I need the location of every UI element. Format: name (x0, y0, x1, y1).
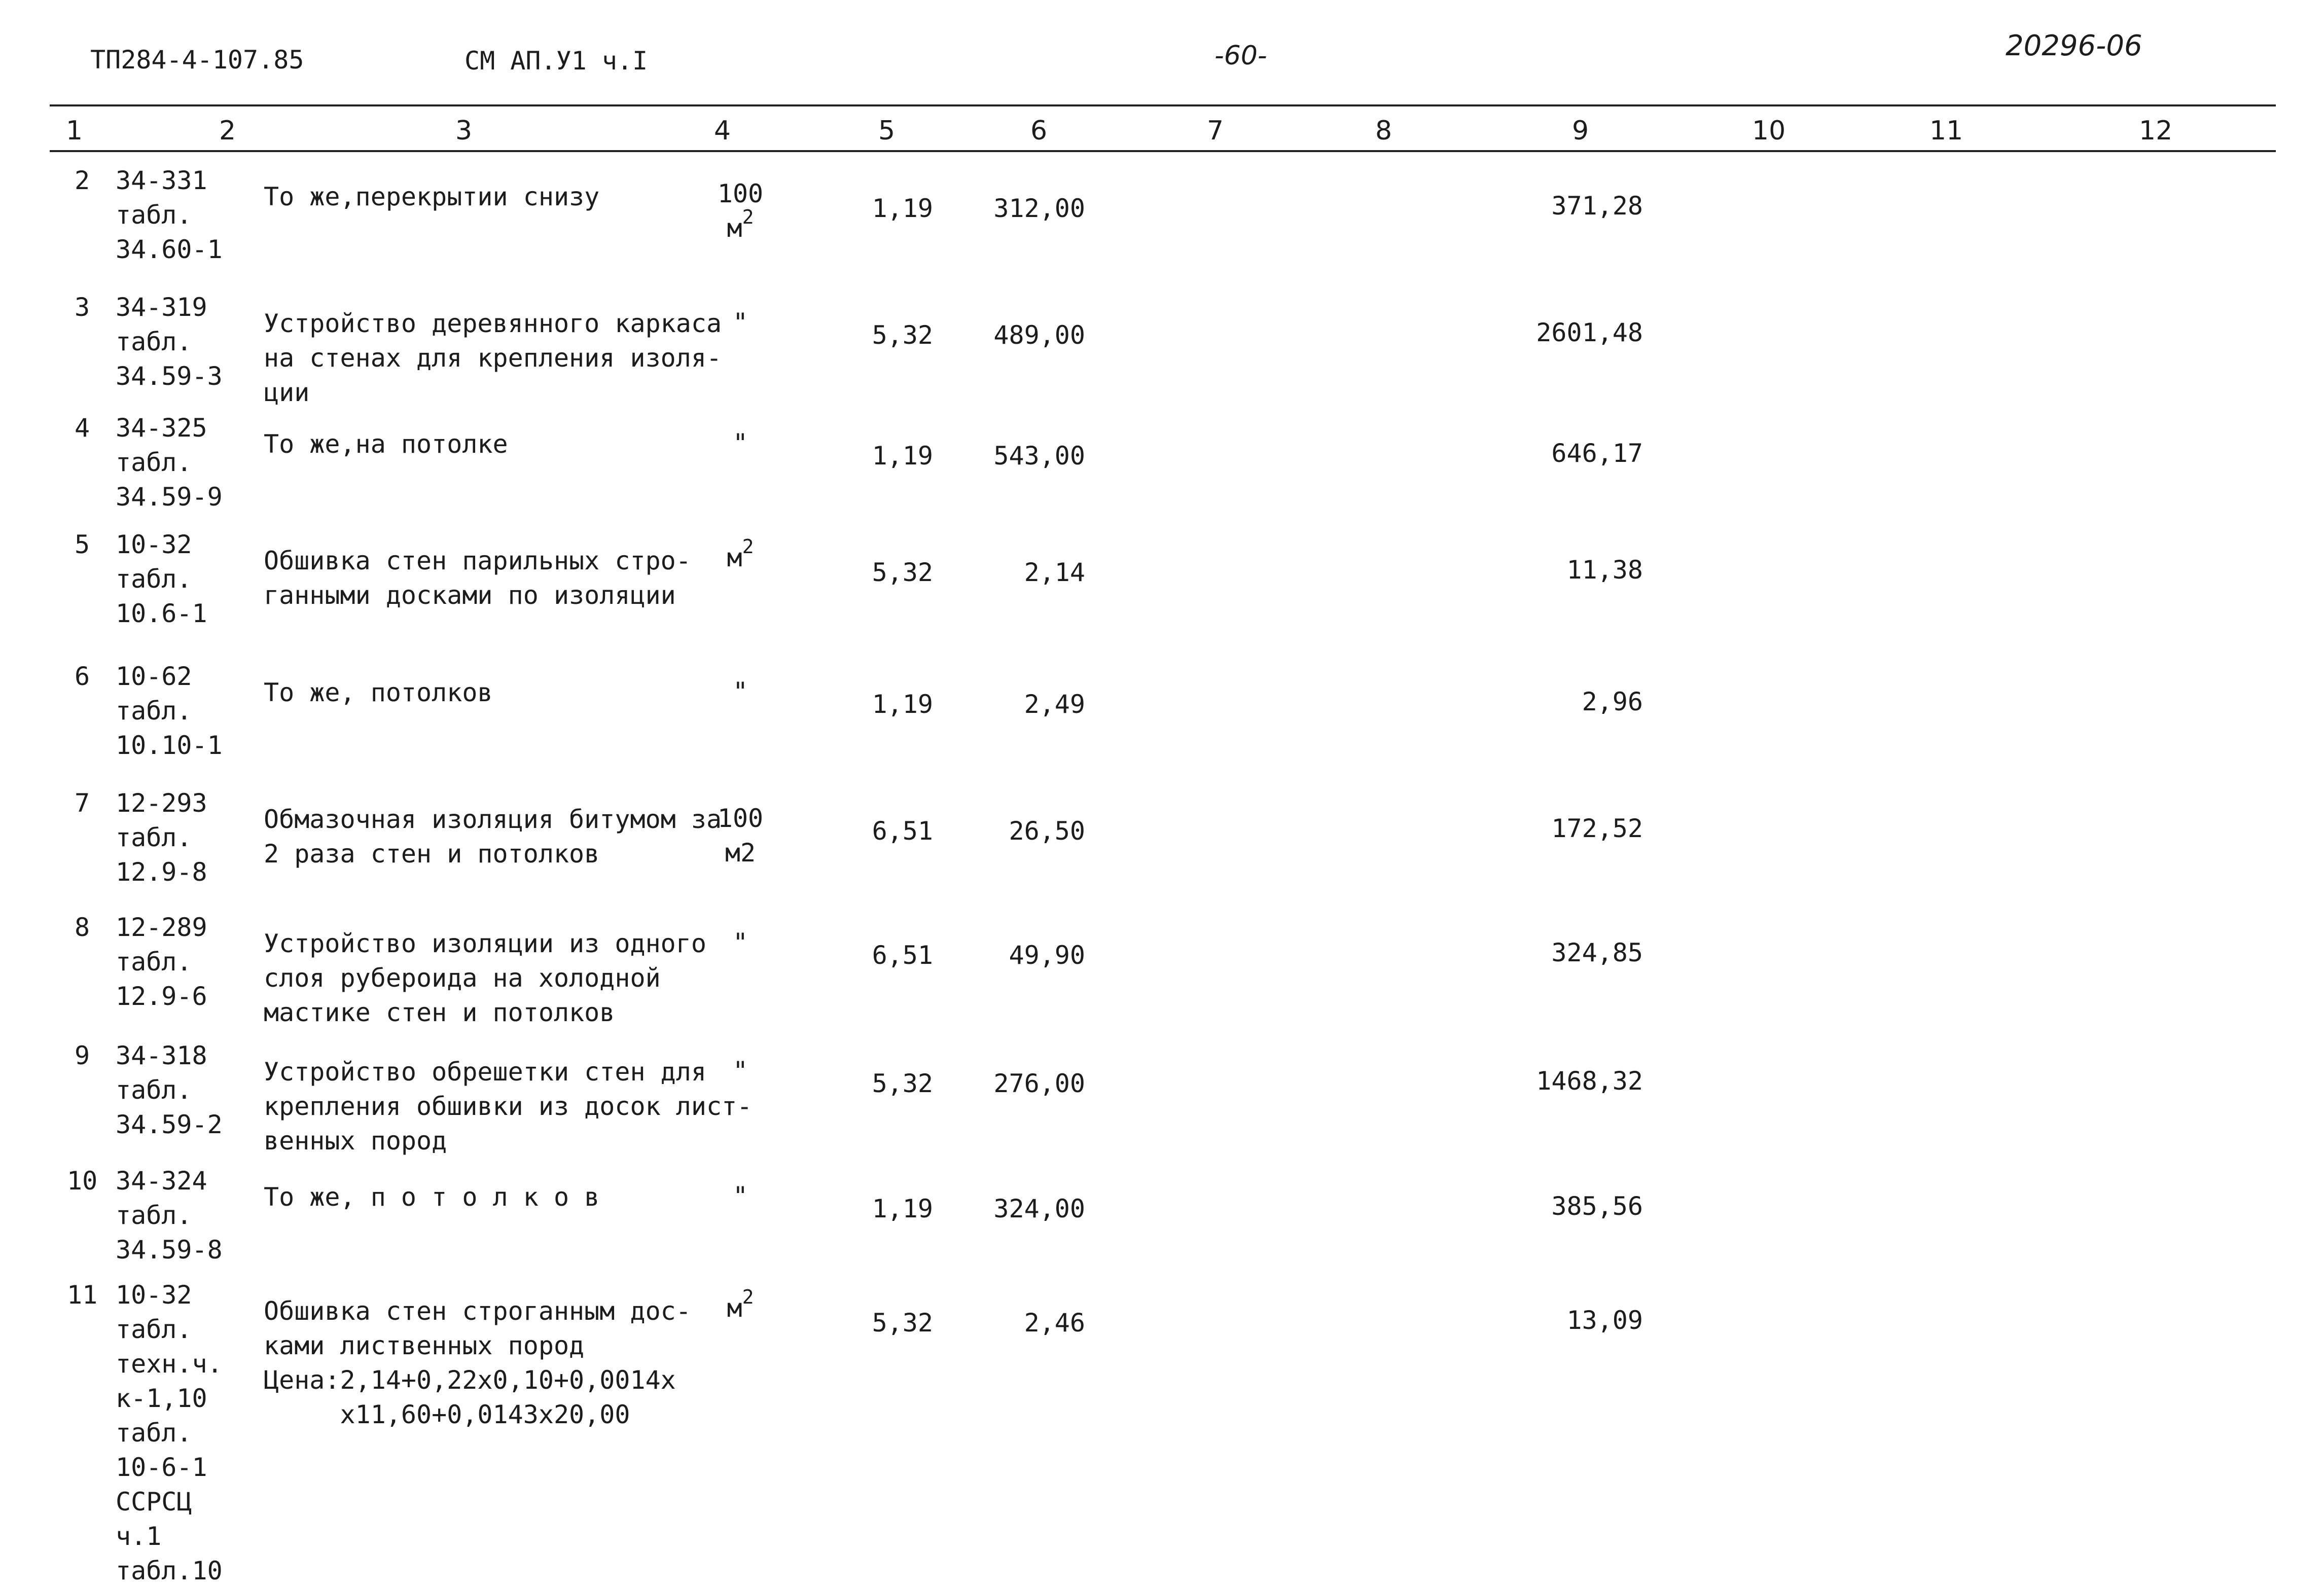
column-number: 6 (1030, 116, 1048, 146)
unit-line: " (732, 928, 748, 957)
unit-of-measure (674, 674, 806, 709)
column-number: 5 (878, 116, 896, 146)
norm-code-line: табл. (116, 564, 192, 594)
unit-of-measure (674, 1286, 806, 1325)
norm-code (116, 1278, 268, 1588)
quantity: 5,32 (872, 1069, 933, 1098)
section-label: СМ АП.У1 ч.I (464, 46, 648, 76)
description-line: крепления обшивки из досок лист- (264, 1092, 753, 1121)
unit-superscript: 2 (742, 206, 754, 228)
row-number: 7 (74, 788, 90, 818)
norm-code-line: 10-32 (116, 1280, 192, 1310)
unit-line: 100 (717, 179, 764, 208)
header-top-rule (50, 104, 2276, 106)
row-number: 2 (74, 166, 90, 195)
quantity: 1,19 (872, 1194, 933, 1223)
unit-superscript: 2 (742, 1286, 754, 1308)
norm-code-line: табл. (116, 1315, 192, 1344)
unit-line: 100 (717, 804, 764, 833)
unit-price: 49,90 (1009, 941, 1085, 970)
norm-code-line: 34-324 (116, 1166, 207, 1196)
norm-code-line: к-1,10 (116, 1384, 207, 1413)
description-line: ганными досками по изоляции (264, 581, 676, 610)
description-line: на стенах для крепления изоля- (264, 343, 722, 373)
total-cost: 324,85 (1551, 938, 1643, 967)
archive-stamp: 20296-06 (2006, 29, 2142, 62)
description-line: слоя рубероида на холодной (264, 963, 661, 993)
description-line: Обшивка стен парильных стро- (264, 546, 691, 575)
norm-code-line: 12-289 (116, 913, 207, 942)
unit-of-measure (674, 176, 806, 245)
norm-code (116, 786, 268, 889)
unit-price: 2,46 (1024, 1308, 1085, 1338)
column-number: 1 (66, 116, 83, 146)
unit-of-measure (674, 535, 806, 575)
norm-code-line: техн.ч. (116, 1349, 223, 1379)
unit-line: $м^2$ (727, 1286, 754, 1323)
norm-code-line: 34-319 (116, 293, 207, 322)
description-line: То же,на потолке (264, 429, 508, 459)
norm-code-line: 10-6-1 (116, 1453, 207, 1482)
unit-superscript: 2 (742, 535, 754, 558)
unit-of-measure (674, 925, 806, 960)
description-line: венных пород (264, 1126, 447, 1156)
quantity: 1,19 (872, 690, 933, 719)
row-number: 8 (74, 913, 90, 942)
header-bottom-rule (50, 150, 2276, 152)
norm-code-line: 10.10-1 (116, 731, 223, 760)
row-number: 3 (74, 293, 90, 322)
row-number: 6 (74, 662, 90, 691)
norm-code-line: табл. (116, 1201, 192, 1230)
norm-code-line: ч.1 (116, 1522, 162, 1551)
norm-code-line: табл. (116, 200, 192, 230)
quantity: 6,51 (872, 816, 933, 846)
total-cost: 646,17 (1551, 439, 1643, 468)
page-number: -60- (1214, 41, 1267, 71)
description-line: х11,60+0,0143х20,00 (264, 1400, 630, 1429)
unit-of-measure (674, 426, 806, 460)
norm-code-line: табл. (116, 327, 192, 356)
row-number: 4 (74, 413, 90, 443)
norm-code-line: 34.59-2 (116, 1110, 223, 1139)
unit-price: 489,00 (993, 320, 1085, 350)
unit-line: " (732, 428, 748, 458)
description-line: Устройство обрешетки стен для (264, 1057, 706, 1087)
norm-code-line: ССРСЦ (116, 1487, 192, 1517)
norm-code (116, 163, 268, 267)
norm-code-line: 34.60-1 (116, 235, 223, 264)
total-cost: 11,38 (1566, 555, 1643, 585)
unit-price: 312,00 (993, 194, 1085, 223)
unit-of-measure (674, 801, 806, 870)
description-line: Устройство изоляции из одного (264, 929, 706, 958)
norm-code-line: 34.59-9 (116, 482, 223, 512)
norm-code-line: 34-318 (116, 1041, 207, 1070)
document-code: ТП284-4-107.85 (90, 45, 304, 75)
unit-price: 324,00 (993, 1194, 1085, 1223)
norm-code (116, 290, 268, 393)
total-cost: 13,09 (1566, 1306, 1643, 1335)
column-number: 7 (1207, 116, 1224, 146)
unit-of-measure (674, 305, 806, 340)
row-number: 10 (67, 1166, 98, 1196)
norm-code-line: 12-293 (116, 788, 207, 818)
total-cost: 371,28 (1551, 191, 1643, 221)
description-line: То же, п о т о л к о в (264, 1182, 600, 1212)
column-number: 12 (2139, 116, 2173, 146)
norm-code-line: 34-325 (116, 413, 207, 443)
column-number: 9 (1572, 116, 1589, 146)
description-line: 2 раза стен и потолков (264, 839, 600, 869)
unit-line: $м^2$ (727, 535, 754, 572)
unit-of-measure (674, 1179, 806, 1213)
norm-code-line: 10.6-1 (116, 599, 207, 628)
description-line: Цена:2,14+0,22х0,10+0,0014х (264, 1365, 676, 1395)
unit-line: $м^2$ (727, 206, 754, 243)
column-number: 10 (1752, 116, 1786, 146)
total-cost: 2,96 (1582, 687, 1643, 716)
total-cost: 1468,32 (1536, 1066, 1643, 1096)
norm-code-line: 10-62 (116, 662, 192, 691)
column-number: 2 (219, 116, 236, 146)
total-cost: 2601,48 (1536, 318, 1643, 347)
quantity: 5,32 (872, 1308, 933, 1338)
description-line: Обмазочная изоляция битумом за (264, 805, 722, 834)
quantity: 6,51 (872, 941, 933, 970)
norm-code-line: табл. (116, 947, 192, 977)
unit-line: " (732, 1056, 748, 1086)
norm-code (116, 910, 268, 1014)
quantity: 1,19 (872, 194, 933, 223)
norm-code-line: табл. (116, 1418, 192, 1448)
norm-code-line: 34.59-3 (116, 362, 223, 391)
description-line: Обшивка стен строганным дос- (264, 1296, 691, 1326)
norm-code-line: табл. (116, 1075, 192, 1105)
unit-line: " (732, 1181, 748, 1211)
norm-code (116, 411, 268, 514)
norm-code-line: табл.10 (116, 1556, 223, 1585)
unit-price: 26,50 (1009, 816, 1085, 846)
unit-line: " (732, 677, 748, 706)
unit-price: 276,00 (993, 1069, 1085, 1098)
unit-line: м2 (725, 838, 756, 868)
total-cost: 172,52 (1551, 814, 1643, 843)
norm-code (116, 1038, 268, 1142)
norm-code (116, 527, 268, 631)
norm-code-line: 12.9-8 (116, 857, 207, 887)
row-number: 9 (74, 1041, 90, 1070)
description-line: То же,перекрытии снизу (264, 182, 600, 211)
description-line: мастике стен и потолков (264, 998, 615, 1027)
unit-line: " (732, 308, 748, 337)
description-line: Устройство деревянного каркаса (264, 309, 722, 338)
unit-of-measure (674, 1054, 806, 1088)
norm-code-line: 10-32 (116, 530, 192, 559)
total-cost: 385,56 (1551, 1192, 1643, 1221)
row-number: 5 (74, 530, 90, 559)
quantity: 1,19 (872, 441, 933, 471)
quantity: 5,32 (872, 558, 933, 587)
unit-price: 2,49 (1024, 690, 1085, 719)
unit-price: 2,14 (1024, 558, 1085, 587)
norm-code-line: 12.9-6 (116, 982, 207, 1011)
column-number: 11 (1929, 116, 1963, 146)
row-number: 11 (67, 1280, 98, 1310)
description-line: То же, потолков (264, 678, 493, 707)
norm-code-line: 34-331 (116, 166, 207, 195)
unit-price: 543,00 (993, 441, 1085, 471)
column-number: 4 (714, 116, 731, 146)
norm-code (116, 1164, 268, 1267)
norm-code (116, 659, 268, 763)
norm-code-line: табл. (116, 696, 192, 726)
description-line: ции (264, 378, 310, 407)
column-number: 3 (455, 116, 473, 146)
norm-code-line: табл. (116, 448, 192, 477)
quantity: 5,32 (872, 320, 933, 350)
column-number: 8 (1375, 116, 1392, 146)
description-line: ками лиственных пород (264, 1331, 585, 1360)
norm-code-line: табл. (116, 823, 192, 852)
norm-code-line: 34.59-8 (116, 1235, 223, 1265)
